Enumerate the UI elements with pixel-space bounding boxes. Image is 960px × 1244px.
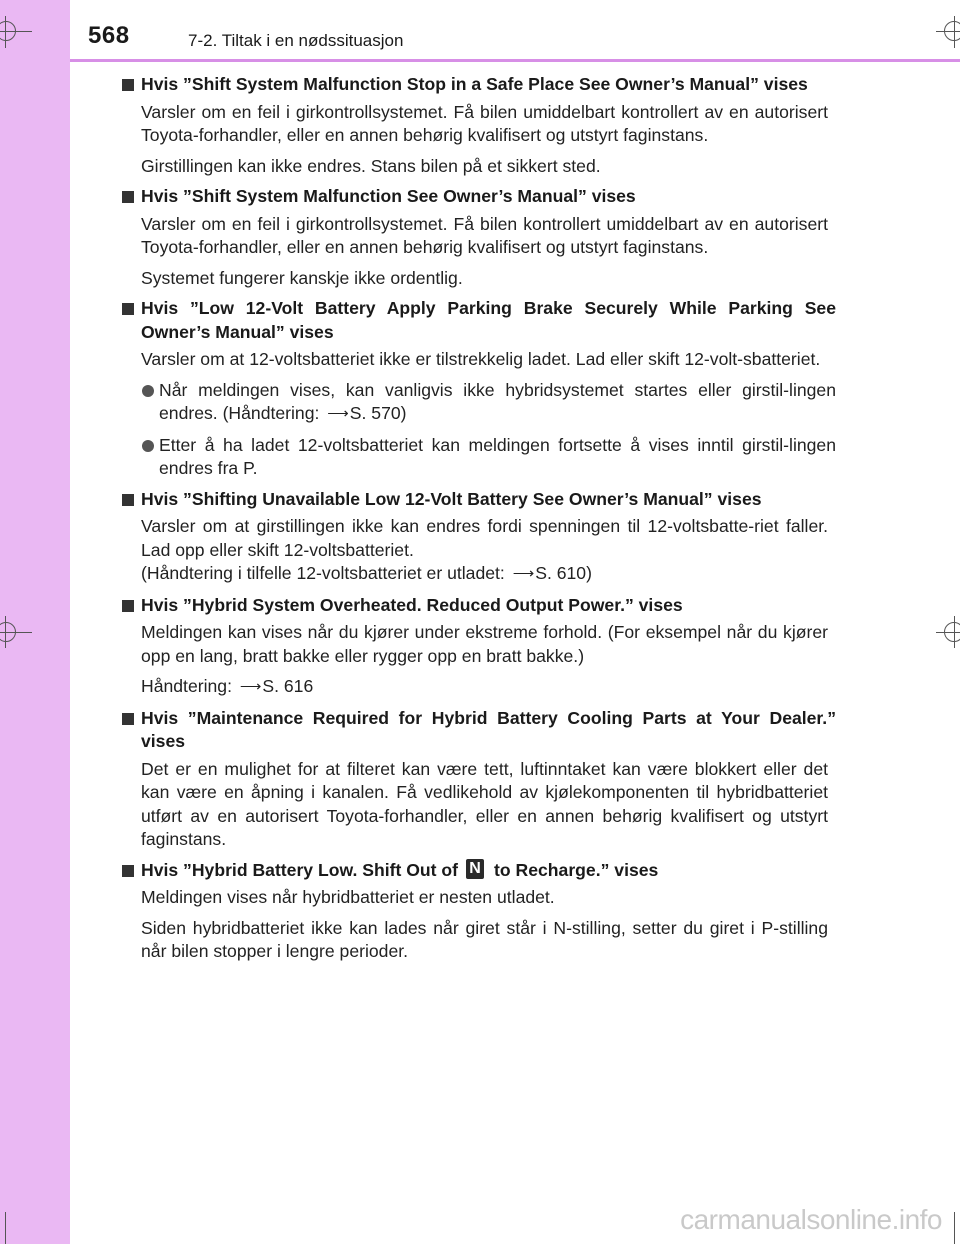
arrow-right-icon: ⟶ bbox=[512, 565, 535, 582]
square-bullet-icon bbox=[122, 865, 134, 877]
section-heading: Hvis ”Shift System Malfunction See Owner’s Manual” vises bbox=[122, 185, 836, 209]
page-margin-sidebar bbox=[0, 0, 70, 1244]
header-band bbox=[70, 0, 960, 60]
paragraph: Meldingen vises når hybridbatteriet er nesten utladet. bbox=[141, 887, 555, 907]
section-heading: Hvis ”Shift System Malfunction Stop in a Safe Place See Owner’s Manual” vises bbox=[122, 73, 836, 97]
round-bullet-icon bbox=[142, 385, 154, 397]
paragraph: Det er en mulighet for at filteret kan være tett, luftinntaket kan være blokkert eller det kan være en åpning i kanalen. Få vedlikehold av kjølekomponenten til hybridbatteriet utført av en autorisert Toyota-forhandler, eller en annen behørig kvalifisert og utstyrt faginstans. bbox=[141, 758, 828, 849]
paragraph: Varsler om en feil i girkontrollsystemet. Få bilen kontrollert umiddelbart av en autorisert Toyota-forhandler, eller en annen behørig kvalifisert og utstyrt faginstans. bbox=[141, 213, 828, 257]
square-bullet-icon bbox=[122, 191, 134, 203]
arrow-right-icon: ⟶ bbox=[239, 678, 262, 695]
square-bullet-icon bbox=[122, 600, 134, 612]
square-bullet-icon bbox=[122, 303, 134, 315]
paragraph: Girstillingen kan ikke endres. Stans bilen på et sikkert sted. bbox=[141, 155, 601, 176]
page-content bbox=[122, 73, 836, 971]
list-item: Etter å ha ladet 12-voltsbatteriet kan meldingen fortsette å vises inntil girstil-lingen endres fra P. bbox=[141, 434, 836, 481]
paragraph: Varsler om at girstillingen ikke kan endres fordi spenningen til 12-voltsbatte-riet faller. Lad opp eller skift 12-voltsbatteriet. bbox=[141, 516, 828, 560]
chapter-title: 7-2. Tiltak i en nødssituasjon bbox=[188, 31, 404, 50]
square-bullet-icon bbox=[122, 494, 134, 506]
page-reference[interactable]: S. 610 bbox=[535, 563, 587, 583]
section-heading: Hvis ”Low 12-Volt Battery Apply Parking Brake Securely While Parking See Owner’s Manual” vises bbox=[122, 297, 836, 344]
crop-mark bbox=[954, 1212, 955, 1244]
list-item: Når meldingen vises, kan vanligvis ikke hybridsystemet startes eller girstil-lingen endres. (Håndtering: ⟶S. 570) bbox=[141, 379, 836, 427]
gear-n-key-icon: N bbox=[466, 859, 484, 879]
section-heading: Hvis ”Shifting Unavailable Low 12-Volt Battery See Owner’s Manual” vises bbox=[122, 488, 836, 512]
page-number: 568 bbox=[88, 22, 130, 49]
page-reference[interactable]: S. 616 bbox=[262, 676, 314, 696]
square-bullet-icon bbox=[122, 713, 134, 725]
paragraph: Varsler om en feil i girkontrollsystemet. Få bilen umiddelbart kontrollert av en autorisert Toyota-forhandler, eller en annen behørig kvalifisert og utstyrt faginstans. bbox=[141, 101, 828, 145]
section-heading: Hvis ”Hybrid System Overheated. Reduced Output Power.” vises bbox=[122, 594, 836, 618]
section-heading: Hvis ”Hybrid Battery Low. Shift Out of N to Recharge.” vises bbox=[122, 859, 836, 883]
crop-mark bbox=[944, 21, 960, 41]
section-heading: Hvis ”Maintenance Required for Hybrid Battery Cooling Parts at Your Dealer.” vises bbox=[122, 707, 836, 754]
header-divider bbox=[70, 59, 960, 62]
arrow-right-icon: ⟶ bbox=[327, 405, 349, 422]
paragraph: Siden hybridbatteriet ikke kan lades når giret står i N-stilling, setter du giret i P-stilling når bilen stopper i lengre perioder. bbox=[141, 917, 828, 961]
page-reference[interactable]: S. 570 bbox=[349, 403, 401, 423]
paragraph: (Håndtering i tilfelle 12-voltsbatteriet er utladet: ⟶S. 610) bbox=[141, 562, 828, 587]
paragraph: Varsler om at 12-voltsbatteriet ikke er tilstrekkelig ladet. Lad eller skift 12-volt-sbatteriet. bbox=[141, 349, 821, 369]
crop-mark bbox=[944, 622, 960, 642]
paragraph: Håndtering: ⟶S. 616 bbox=[141, 675, 828, 700]
round-bullet-icon bbox=[142, 440, 154, 452]
paragraph: Meldingen kan vises når du kjører under ekstreme forhold. (For eksempel når du kjører opp en lang, bratt bakke eller rygger opp en bratt bakke.) bbox=[141, 622, 828, 666]
watermark: carmanualsonline.info bbox=[680, 1204, 942, 1235]
square-bullet-icon bbox=[122, 79, 134, 91]
paragraph: Systemet fungerer kanskje ikke ordentlig. bbox=[141, 267, 463, 288]
crop-mark bbox=[5, 1212, 6, 1244]
